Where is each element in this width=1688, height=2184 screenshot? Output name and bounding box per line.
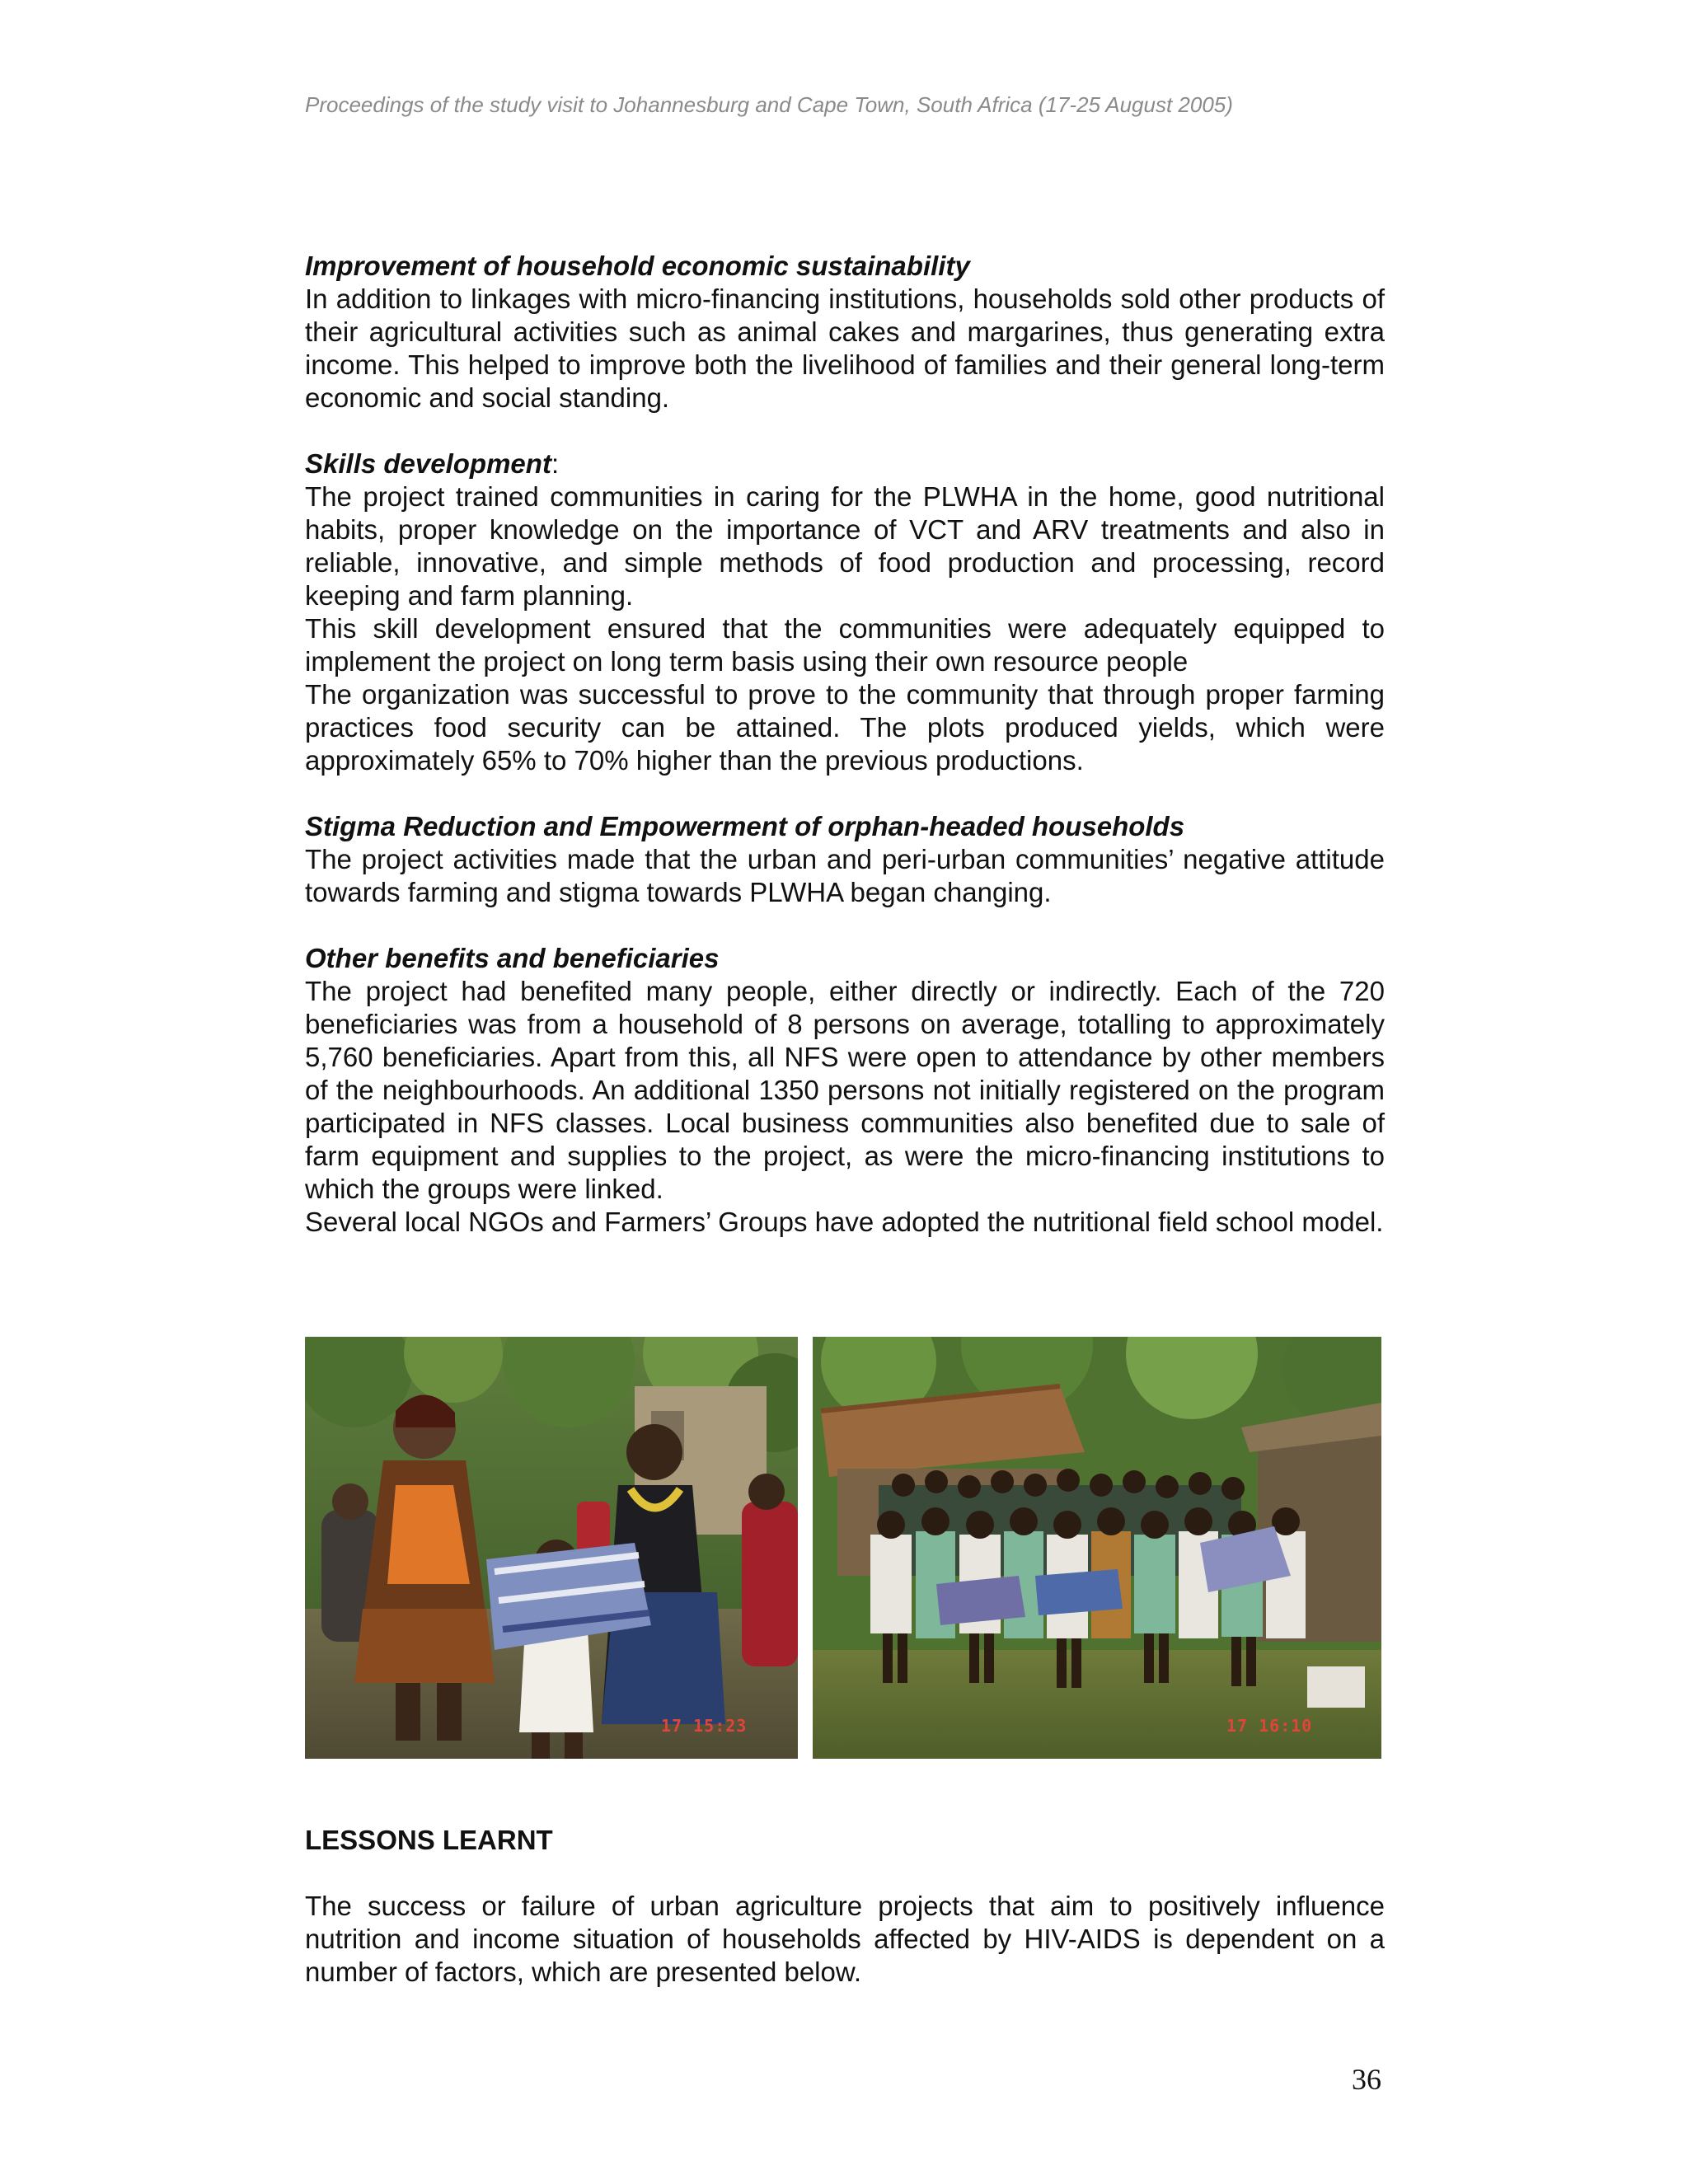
- section-heading: Stigma Reduction and Empowerment of orphan-headed households: [305, 811, 1185, 841]
- lessons-paragraph: The success or failure of urban agriculture projects that aim to positively influence nutrition and income situation of households affected by HIV-AIDS is dependent on a number of factors, which are presented below.: [305, 1891, 1385, 1987]
- section-economic-sustainability: [305, 250, 1385, 415]
- section-stigma-reduction: [305, 810, 1385, 909]
- section-paragraph: The project had benefited many people, either directly or indirectly. Each of the 720 beneficiaries was from a household of 8 persons on average, totalling to approximately 5,760 beneficiaries. Apart from this, all NFS were open to attendance by other members of the neighbourhoods. An additional 1350 persons not initially registered on the program participated in NFS classes. Local business communities also benefited due to sale of farm equipment and supplies to the project, as were the micro-financing institutions to which the groups were linked.: [305, 976, 1385, 1204]
- photo-group-illustration: [813, 1337, 1381, 1759]
- page-number: 36: [1352, 2063, 1381, 2096]
- section-other-benefits: [305, 942, 1385, 1239]
- section-skills-development: [305, 448, 1385, 777]
- main-content: [305, 250, 1385, 1272]
- section-paragraph: This skill development ensured that the communities were adequately equipped to implement the project on long term basis using their own resource people: [305, 613, 1385, 677]
- running-header: Proceedings of the study visit to Johannesburg and Cape Town, South Africa (17-25 August 2005): [305, 92, 1233, 117]
- section-paragraph: In addition to linkages with micro-financing institutions, households sold other products of their agricultural activities such as animal cakes and margarines, thus generating extra income. This helped to improve both the livelihood of families and their general long-term economic and social standing.: [305, 284, 1385, 413]
- photo-timestamp: 17 15:23: [661, 1716, 748, 1736]
- section-paragraph: Several local NGOs and Farmers’ Groups have adopted the nutritional field school model.: [305, 1207, 1384, 1237]
- section-paragraph: The organization was successful to prove to the community that through proper farming practices food security can be attained. The plots produced yields, which were approximately 65% to 70% higher than the previous productions.: [305, 679, 1385, 776]
- section-paragraph: The project trained communities in caring for the PLWHA in the home, good nutritional habits, proper knowledge on the importance of VCT and ARV treatments and also in reliable, innovative, and simple methods of food production and processing, record keeping and farm planning.: [305, 481, 1385, 611]
- photo-group-children: [813, 1337, 1381, 1759]
- section-heading: Other benefits and beneficiaries: [305, 943, 720, 973]
- section-heading: Skills development:: [305, 448, 560, 479]
- photo-timestamp: 17 16:10: [1226, 1716, 1313, 1736]
- photo-row: [305, 1337, 1381, 1759]
- photo-handover-illustration: [305, 1337, 798, 1759]
- section-heading: Improvement of household economic sustainability: [305, 251, 970, 281]
- lessons-heading: LESSONS LEARNT: [305, 1825, 553, 1855]
- photo-handover: [305, 1337, 798, 1759]
- section-paragraph: The project activities made that the urban and peri-urban communities’ negative attitude towards farming and stigma towards PLWHA began changing.: [305, 844, 1385, 907]
